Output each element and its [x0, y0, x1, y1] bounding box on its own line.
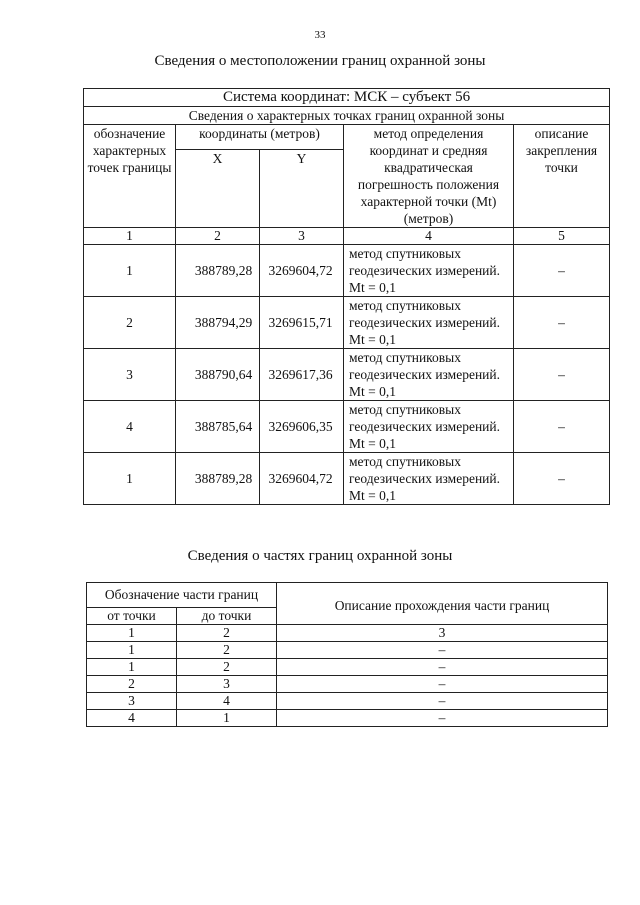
table-row — [84, 349, 610, 401]
fixing-description: – — [514, 245, 610, 297]
column-number: 2 — [176, 228, 260, 245]
column-number: 5 — [514, 228, 610, 245]
method-text: метод спутниковых геодезических измерений. Mt = 0,1 — [344, 245, 514, 297]
column-header-row — [84, 125, 610, 150]
part-description: – — [277, 659, 608, 676]
y-header: Y — [260, 150, 344, 228]
table-row — [87, 693, 608, 710]
table-row — [87, 710, 608, 727]
coordinate-system-cell: Система координат: МСК – субъект 56 — [84, 89, 610, 107]
method-text: метод спутниковых геодезических измерений. Mt = 0,1 — [344, 349, 514, 401]
coordinates-header: координаты (метров) — [176, 125, 344, 150]
part-description: – — [277, 710, 608, 727]
table-row — [84, 401, 610, 453]
to-point: 2 — [177, 642, 277, 659]
part-description: – — [277, 676, 608, 693]
points-header-row — [84, 107, 610, 125]
point-id: 2 — [84, 297, 176, 349]
column-number-row — [84, 228, 610, 245]
x-coordinate: 388789,28 — [176, 245, 260, 297]
designation-header: обозначение характерных точек границы — [84, 125, 176, 228]
table-row — [87, 676, 608, 693]
to-point: 1 — [177, 710, 277, 727]
x-coordinate: 388789,28 — [176, 453, 260, 505]
table-row — [84, 453, 610, 505]
from-point-header: от точки — [87, 608, 177, 625]
x-coordinate: 388790,64 — [176, 349, 260, 401]
boundary-location-title: Сведения о местоположении границ охранной зоны — [154, 53, 486, 69]
method-header: метод определения координат и средняя квадратическая погрешность положения характерной точки (Mt) (метров) — [344, 125, 514, 228]
from-point: 2 — [87, 676, 177, 693]
point-id: 4 — [84, 401, 176, 453]
boundary-parts-title: Сведения о частях границ охранной зоны — [187, 548, 453, 564]
column-number: 3 — [277, 625, 608, 642]
to-point: 4 — [177, 693, 277, 710]
y-coordinate: 3269615,71 — [260, 297, 344, 349]
table-row — [84, 245, 610, 297]
x-coordinate: 388794,29 — [176, 297, 260, 349]
point-id: 3 — [84, 349, 176, 401]
from-point: 1 — [87, 659, 177, 676]
to-point: 2 — [177, 659, 277, 676]
to-point: 3 — [177, 676, 277, 693]
from-point: 1 — [87, 642, 177, 659]
from-point: 4 — [87, 710, 177, 727]
column-number: 1 — [84, 228, 176, 245]
part-description-header: Описание прохождения части границ — [277, 583, 608, 625]
y-coordinate: 3269606,35 — [260, 401, 344, 453]
boundary-parts-table — [86, 582, 608, 727]
column-number: 2 — [177, 625, 277, 642]
fixing-description: – — [514, 297, 610, 349]
column-number: 3 — [260, 228, 344, 245]
y-coordinate: 3269617,36 — [260, 349, 344, 401]
description-header: описание закрепления точки — [514, 125, 610, 228]
parts-number-row — [87, 625, 608, 642]
table-row — [87, 659, 608, 676]
table-row — [87, 642, 608, 659]
characteristic-points-table — [83, 88, 610, 505]
from-point: 3 — [87, 693, 177, 710]
y-coordinate: 3269604,72 — [260, 245, 344, 297]
points-header-cell: Сведения о характерных точках границ охранной зоны — [84, 107, 610, 125]
parts-header-row — [87, 583, 608, 608]
point-id: 1 — [84, 453, 176, 505]
part-designation-header: Обозначение части границ — [87, 583, 277, 608]
table-row — [84, 297, 610, 349]
x-coordinate: 388785,64 — [176, 401, 260, 453]
part-description: – — [277, 693, 608, 710]
method-text: метод спутниковых геодезических измерений. Mt = 0,1 — [344, 297, 514, 349]
column-number: 1 — [87, 625, 177, 642]
coordinate-system-row — [84, 89, 610, 107]
method-text: метод спутниковых геодезических измерений. Mt = 0,1 — [344, 401, 514, 453]
y-coordinate: 3269604,72 — [260, 453, 344, 505]
page-number: 33 — [314, 29, 326, 41]
x-header: X — [176, 150, 260, 228]
column-number: 4 — [344, 228, 514, 245]
to-point-header: до точки — [177, 608, 277, 625]
point-id: 1 — [84, 245, 176, 297]
fixing-description: – — [514, 401, 610, 453]
part-description: – — [277, 642, 608, 659]
fixing-description: – — [514, 349, 610, 401]
method-text: метод спутниковых геодезических измерений. Mt = 0,1 — [344, 453, 514, 505]
fixing-description: – — [514, 453, 610, 505]
